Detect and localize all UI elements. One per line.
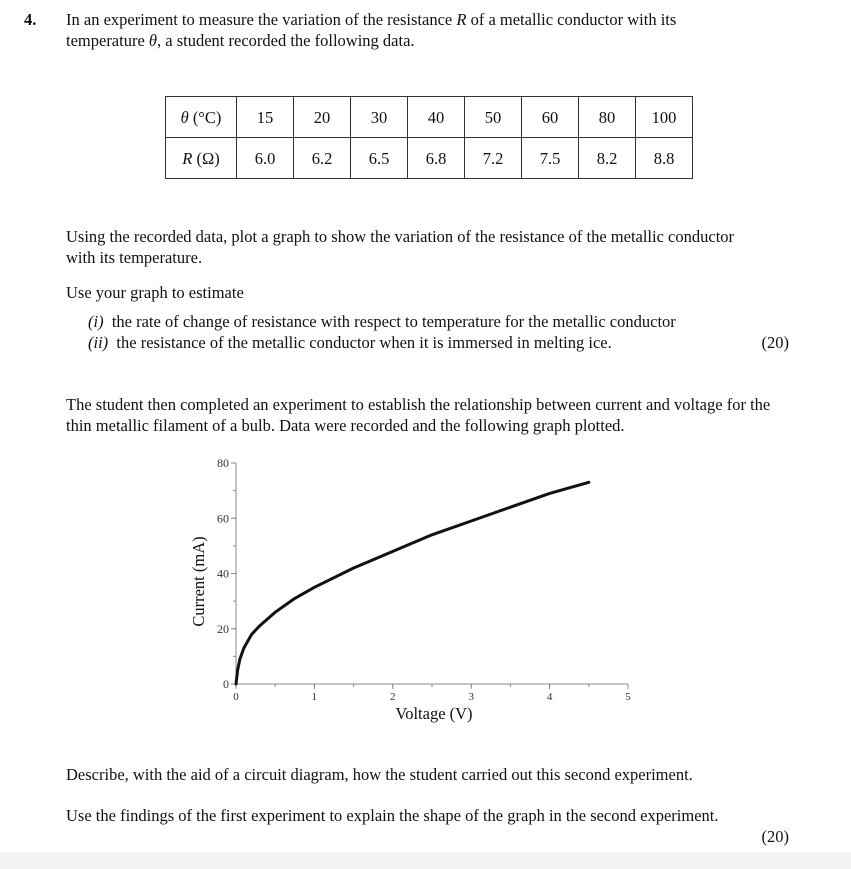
temperature-cell: 40 bbox=[408, 97, 465, 138]
resistance-cell: 6.8 bbox=[408, 138, 465, 179]
question-intro: In an experiment to measure the variation of the resistance R of a metallic conductor with its temperature θ, a student recorded the following data. bbox=[66, 10, 677, 50]
temperature-cell: 50 bbox=[465, 97, 522, 138]
x-tick-label: 1 bbox=[311, 691, 318, 703]
y-axis-label: Current (mA) bbox=[189, 536, 208, 627]
series-line bbox=[236, 482, 589, 684]
x-tick-label: 2 bbox=[390, 691, 396, 703]
marks-part2: (20) bbox=[761, 827, 789, 846]
item-ii-text: the resistance of the metallic conductor when it is immersed in melting ice. bbox=[116, 333, 612, 352]
iv-chart bbox=[180, 452, 640, 737]
x-axis-label: Voltage (V) bbox=[395, 704, 473, 723]
y-tick-label: 80 bbox=[217, 456, 229, 470]
data-table bbox=[165, 96, 693, 179]
y-tick-label: 0 bbox=[223, 677, 229, 691]
y-tick-label: 20 bbox=[217, 621, 229, 636]
resistance-row bbox=[166, 138, 693, 179]
y-tick-label: 40 bbox=[217, 566, 229, 581]
resistance-cell: 6.2 bbox=[294, 138, 351, 179]
y-tick-label: 60 bbox=[217, 511, 229, 526]
item-ii bbox=[88, 332, 612, 353]
marks-part1: (20) bbox=[761, 333, 789, 352]
x-tick-label: 0 bbox=[233, 691, 239, 703]
temperature-row bbox=[166, 97, 693, 138]
question-number: 4. bbox=[24, 10, 37, 29]
second-experiment-intro: The student then completed an experiment to establish the relationship between current and voltage for the thin metallic filament of a bulb. Data were recorded and the following graph plotted. bbox=[66, 395, 771, 435]
resistance-cell: 8.2 bbox=[579, 138, 636, 179]
temperature-cell: 30 bbox=[351, 97, 408, 138]
resistance-cell: 6.0 bbox=[237, 138, 294, 179]
resistance-cell: 7.2 bbox=[465, 138, 522, 179]
describe-instruction: Describe, with the aid of a circuit diagram, how the student carried out this second experiment. bbox=[66, 765, 693, 784]
temperature-cell: 20 bbox=[294, 97, 351, 138]
temperature-cell: 100 bbox=[636, 97, 693, 138]
resistance-cell: 7.5 bbox=[522, 138, 579, 179]
temperature-cell: 15 bbox=[237, 97, 294, 138]
item-ii-number: (ii) bbox=[88, 333, 109, 352]
item-i-text: the rate of change of resistance with respect to temperature for the metallic conductor bbox=[111, 312, 676, 331]
temperature-cell: 60 bbox=[522, 97, 579, 138]
temperature-header: θ (°C) bbox=[166, 97, 237, 138]
explain-instruction: Use the findings of the first experiment to explain the shape of the graph in the second experiment. bbox=[66, 806, 719, 825]
item-i-number: (i) bbox=[88, 312, 104, 331]
temperature-cell: 80 bbox=[579, 97, 636, 138]
use-graph-text: Use your graph to estimate bbox=[66, 283, 244, 302]
page-bottom-band bbox=[0, 852, 851, 869]
resistance-header: R (Ω) bbox=[166, 138, 237, 179]
x-tick-label: 3 bbox=[468, 691, 474, 703]
resistance-cell: 6.5 bbox=[351, 138, 408, 179]
x-tick-label: 4 bbox=[546, 691, 553, 703]
item-i bbox=[88, 311, 676, 332]
resistance-cell: 8.8 bbox=[636, 138, 693, 179]
plot-instruction: Using the recorded data, plot a graph to show the variation of the resistance of the metallic conductor with its temperature. bbox=[66, 227, 735, 267]
x-tick-label: 5 bbox=[625, 691, 631, 703]
